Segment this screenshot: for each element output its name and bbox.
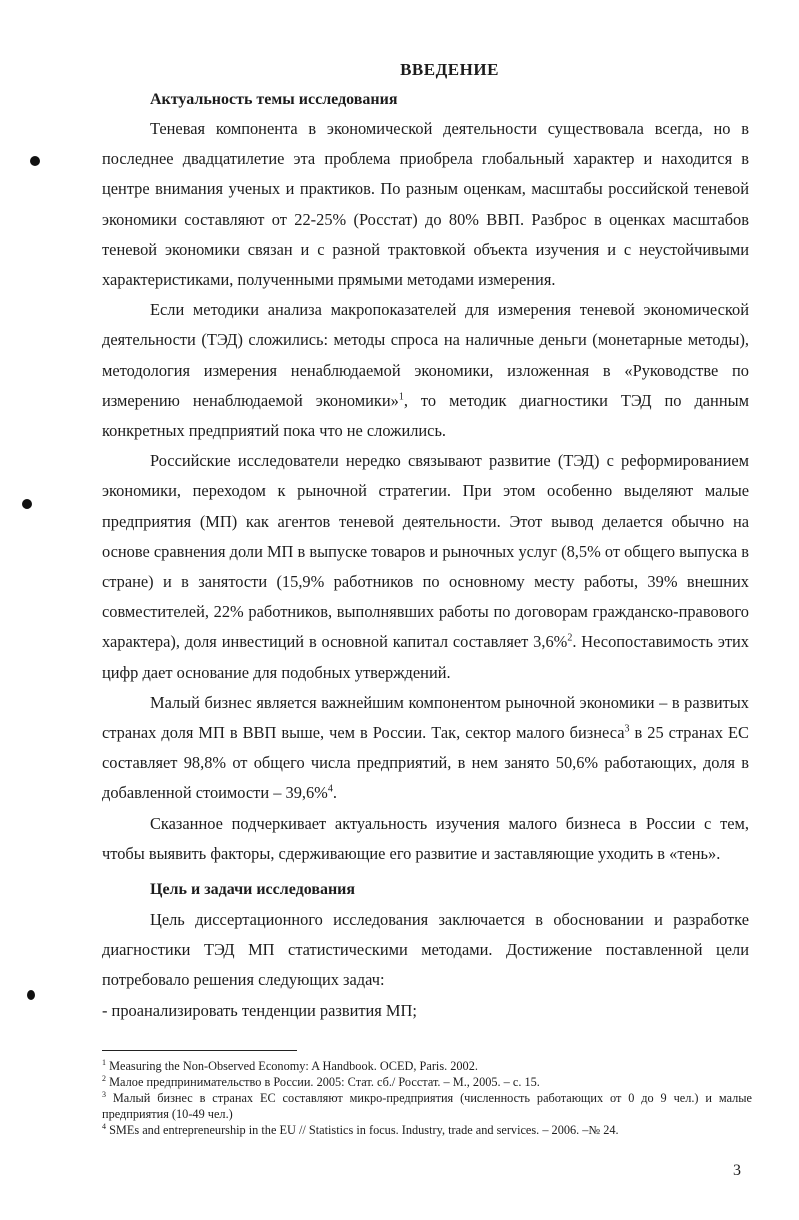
footnote-ref: 3 [624,723,630,735]
page-number: 3 [733,1162,741,1179]
footnote-number: 3 [102,1089,106,1099]
paragraph [102,295,749,446]
footnote-ref: 1 [398,391,404,403]
footnote-text: Малый бизнес в странах ЕС составляют микро-предприятия (численность работающих от 0 до 9 чел.) и малые предприятия (10-49 чел.) [102,1091,752,1121]
footnote-number: 2 [102,1073,106,1083]
paragraph-text: Малый бизнес является важнейшим компонентом рыночной экономики – в развитых странах доля МП в ВВП выше, чем в России. Так, сектор малого бизнеса [102,692,749,743]
paragraph-text: Российские исследователи нередко связывают развитие (ТЭД) с реформированием экономики, переходом к рыночной стратегии. При этом особенно выделяют малые предприятия (МП) как агентов теневой деятельности. Этот вывод делается обычно на основе сравнения доли МП в выпуске товаров и рыночных услуг (8,5% от общего выпуска в стране) и в занятости (15,9% работников по основному месту работы, 39% внешних совместителей, 22% работников, выполнявших работы по договорам гражданско-правового характера), доля инвестиций в основной капитал составляет 3,6% [102,451,749,652]
footnote [102,1122,752,1138]
footnote-number: 1 [102,1057,106,1067]
section-heading-relevance: Актуальность темы исследования [150,91,398,108]
footnote [102,1090,752,1122]
paragraph [102,446,749,688]
margin-mark [27,990,35,1000]
footnote-text: Measuring the Non-Observed Economy: A Handbook. OCED, Paris. 2002. [106,1059,478,1073]
section-heading-goals: Цель и задачи исследования [150,881,356,898]
paragraph-text: . [332,783,337,803]
footnote-text: SMEs and entrepreneurship in the EU // Statistics in focus. Industry, trade and services. – 2006. –№ 24. [106,1123,619,1137]
paragraph: - проанализировать тенденции развития МП; [102,1000,417,1020]
footnotes [102,1058,752,1138]
paragraph [102,688,749,809]
paragraph-text: . Несопоставимость этих цифр дает основание для подобных утверждений. [102,632,749,682]
paragraph: Сказанное подчеркивает актуальность изучения малого бизнеса в России с тем, чтобы выявить факторы, сдерживающие его развитие и заставляющие уходить в «тень». [102,813,749,863]
footnote-separator [102,1050,297,1051]
footnote [102,1058,752,1074]
chapter-title: ВВЕДЕНИЕ [400,60,499,79]
footnote-ref: 2 [567,632,573,644]
paragraph: Теневая компонента в экономической деятельности существовала всегда, но в последнее двадцатилетие эта проблема приобрела глобальный характер и находится в центре внимания ученых и практиков. По разным оценкам, масштабы российской теневой экономики составляют от 22-25% (Росстат) до 80% ВВП. Разброс в оценках масштабов теневой экономики связан и с разной трактовкой объекта изучения и с неустойчивыми характеристиками, полученными прямыми методами измерения. [102,119,749,290]
footnote-number: 4 [102,1121,106,1131]
paragraph-text: , то методик диагностики ТЭД по данным конкретных предприятий пока что не сложились. [102,390,749,441]
paragraph-text: в 25 странах ЕС составляет 98,8% от общего числа предприятий, в нем занято 50,6% работающих, доля в добавленной стоимости – 39,6% [102,723,749,803]
footnote-text: Малое предпринимательство в России. 2005: Стат. сб./ Росстат. – М., 2005. – с. 15. [106,1075,540,1089]
margin-mark [22,499,32,509]
paragraph: Цель диссертационного исследования заключается в обосновании и разработке диагностики ТЭД МП статистическими методами. Достижение поставленной цели потребовало решения следующих задач: [102,910,749,990]
body-text-goals [102,905,749,1026]
body-text [102,114,749,869]
paragraph-text: Если методики анализа макропоказателей для измерения теневой экономической деятельности (ТЭД) сложились: методы спроса на наличные деньги (монетарные методы), методология измерения ненаблюдаемой экономики, изложенная в «Руководстве по измерению ненаблюдаемой экономики» [102,300,749,410]
margin-mark [30,156,40,166]
footnote [102,1074,752,1090]
footnote-ref: 4 [327,784,333,795]
